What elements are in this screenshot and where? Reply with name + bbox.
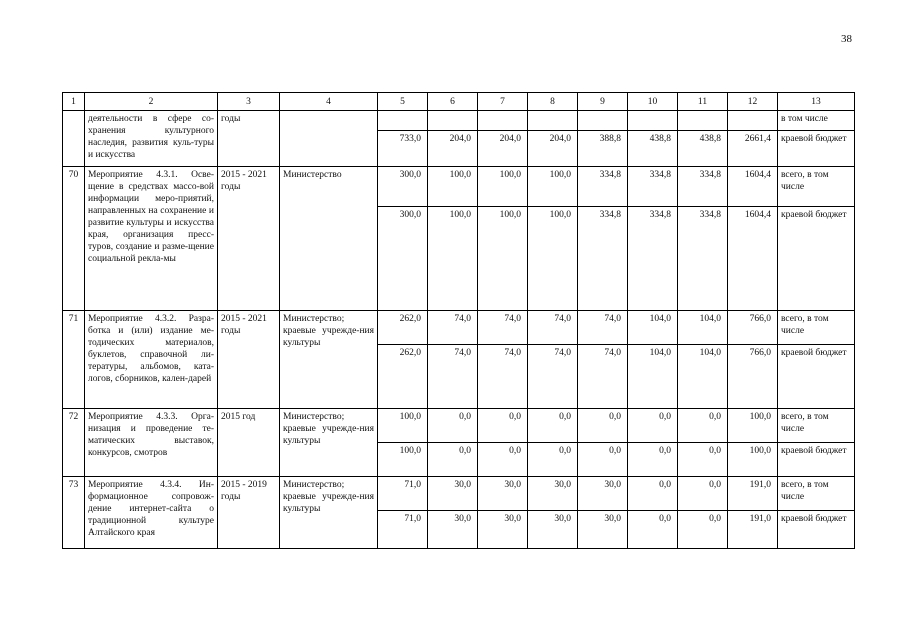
funding-source-label: всего, в том числе bbox=[778, 477, 855, 511]
value-cell: 100,0 bbox=[478, 167, 528, 207]
page-number: 38 bbox=[841, 33, 852, 45]
value-cell: 100,0 bbox=[378, 443, 428, 477]
value-cell: 74,0 bbox=[428, 311, 478, 345]
value-cell: 191,0 bbox=[728, 511, 778, 549]
value-cell: 74,0 bbox=[578, 345, 628, 409]
value-cell: 100,0 bbox=[728, 409, 778, 443]
value-cell: 300,0 bbox=[378, 167, 428, 207]
value-cell: 100,0 bbox=[528, 207, 578, 311]
measure-description: деятельности в сфере со-хранения культурного наследия, развития куль-туры и искусства bbox=[85, 111, 218, 167]
executor-cell: Министерство bbox=[280, 167, 378, 311]
value-cell: 204,0 bbox=[528, 131, 578, 167]
value-cell: 1604,4 bbox=[728, 167, 778, 207]
period-cell: 2015 - 2019 годы bbox=[218, 477, 280, 549]
value-cell: 30,0 bbox=[428, 477, 478, 511]
value-cell: 30,0 bbox=[478, 511, 528, 549]
funding-source-label: в том числе bbox=[778, 111, 855, 131]
value-cell: 0,0 bbox=[678, 477, 728, 511]
value-cell: 1604,4 bbox=[728, 207, 778, 311]
row-number-cell: 71 bbox=[63, 311, 85, 409]
column-header: 4 bbox=[280, 93, 378, 111]
table-row bbox=[63, 409, 855, 443]
table-row bbox=[63, 477, 855, 511]
value-cell bbox=[378, 111, 428, 131]
column-header: 13 bbox=[778, 93, 855, 111]
value-cell: 262,0 bbox=[378, 311, 428, 345]
column-header: 3 bbox=[218, 93, 280, 111]
value-cell: 733,0 bbox=[378, 131, 428, 167]
value-cell: 0,0 bbox=[478, 409, 528, 443]
value-cell: 0,0 bbox=[628, 477, 678, 511]
value-cell: 100,0 bbox=[478, 207, 528, 311]
funding-source-label: всего, в том числе bbox=[778, 167, 855, 207]
column-header: 2 bbox=[85, 93, 218, 111]
measure-description: Мероприятие 4.3.1. Осве-щение в средствах массо-вой информации меро-приятий, направленных на сохранение и развитие культуры и искусства края, организация пресс-туров, создание и разме-щение социальной рекла-мы bbox=[85, 167, 218, 311]
value-cell: 100,0 bbox=[428, 167, 478, 207]
funding-source-label: краевой бюджет bbox=[778, 511, 855, 549]
table-row bbox=[63, 311, 855, 345]
value-cell: 766,0 bbox=[728, 345, 778, 409]
row-number-cell: 70 bbox=[63, 167, 85, 311]
value-cell: 104,0 bbox=[628, 311, 678, 345]
funding-source-label: краевой бюджет bbox=[778, 345, 855, 409]
value-cell: 334,8 bbox=[628, 167, 678, 207]
value-cell: 30,0 bbox=[478, 477, 528, 511]
column-header: 10 bbox=[628, 93, 678, 111]
row-number-cell: 72 bbox=[63, 409, 85, 477]
value-cell: 0,0 bbox=[628, 511, 678, 549]
row-number-cell bbox=[63, 111, 85, 167]
value-cell: 334,8 bbox=[578, 167, 628, 207]
value-cell: 262,0 bbox=[378, 345, 428, 409]
value-cell: 74,0 bbox=[478, 311, 528, 345]
value-cell: 71,0 bbox=[378, 511, 428, 549]
value-cell: 30,0 bbox=[528, 511, 578, 549]
value-cell bbox=[428, 111, 478, 131]
value-cell: 30,0 bbox=[578, 511, 628, 549]
value-cell: 0,0 bbox=[478, 443, 528, 477]
value-cell: 104,0 bbox=[678, 345, 728, 409]
funding-source-label: всего, в том числе bbox=[778, 311, 855, 345]
funding-source-label: краевой бюджет bbox=[778, 131, 855, 167]
measure-description: Мероприятие 4.3.3. Орга-низация и проведение те-матических выставок, конкурсов, смотров bbox=[85, 409, 218, 477]
value-cell: 0,0 bbox=[528, 409, 578, 443]
column-header: 8 bbox=[528, 93, 578, 111]
budget-table bbox=[62, 92, 855, 549]
column-header: 5 bbox=[378, 93, 428, 111]
value-cell: 191,0 bbox=[728, 477, 778, 511]
executor-cell: Министерство; краевые учрежде-ния культуры bbox=[280, 311, 378, 409]
value-cell: 100,0 bbox=[378, 409, 428, 443]
period-cell: 2015 - 2021 годы bbox=[218, 167, 280, 311]
executor-cell: Министерство; краевые учрежде-ния культуры bbox=[280, 409, 378, 477]
measure-description: Мероприятие 4.3.4. Ин-формационное сопровож-дение интернет-сайта о традиционной культуре Алтайского края bbox=[85, 477, 218, 549]
value-cell bbox=[678, 111, 728, 131]
value-cell: 334,8 bbox=[578, 207, 628, 311]
value-cell: 71,0 bbox=[378, 477, 428, 511]
value-cell: 0,0 bbox=[628, 443, 678, 477]
measure-description: Мероприятие 4.3.2. Разра-ботка и (или) издание ме-тодических материалов, буклетов, справочной ли-тературы, альбомов, ката-логов, сборников, кален-дарей bbox=[85, 311, 218, 409]
value-cell: 100,0 bbox=[528, 167, 578, 207]
value-cell: 766,0 bbox=[728, 311, 778, 345]
row-number-cell: 73 bbox=[63, 477, 85, 549]
column-header: 1 bbox=[63, 93, 85, 111]
value-cell: 204,0 bbox=[428, 131, 478, 167]
period-cell: годы bbox=[218, 111, 280, 167]
executor-cell: Министерство; краевые учрежде-ния культуры bbox=[280, 477, 378, 549]
funding-source-label: краевой бюджет bbox=[778, 207, 855, 311]
value-cell bbox=[728, 111, 778, 131]
value-cell: 438,8 bbox=[628, 131, 678, 167]
value-cell: 30,0 bbox=[578, 477, 628, 511]
value-cell: 74,0 bbox=[528, 345, 578, 409]
column-header: 12 bbox=[728, 93, 778, 111]
column-header: 11 bbox=[678, 93, 728, 111]
value-cell: 2661,4 bbox=[728, 131, 778, 167]
value-cell: 388,8 bbox=[578, 131, 628, 167]
value-cell: 104,0 bbox=[628, 345, 678, 409]
value-cell: 74,0 bbox=[578, 311, 628, 345]
value-cell: 30,0 bbox=[428, 511, 478, 549]
value-cell bbox=[528, 111, 578, 131]
value-cell: 334,8 bbox=[678, 207, 728, 311]
value-cell: 74,0 bbox=[428, 345, 478, 409]
value-cell bbox=[478, 111, 528, 131]
value-cell: 100,0 bbox=[728, 443, 778, 477]
table-row bbox=[63, 167, 855, 207]
value-cell: 0,0 bbox=[678, 409, 728, 443]
column-header: 7 bbox=[478, 93, 528, 111]
table-row bbox=[63, 111, 855, 131]
value-cell: 334,8 bbox=[678, 167, 728, 207]
value-cell: 204,0 bbox=[478, 131, 528, 167]
value-cell: 104,0 bbox=[678, 311, 728, 345]
column-header: 6 bbox=[428, 93, 478, 111]
value-cell: 0,0 bbox=[628, 409, 678, 443]
value-cell: 0,0 bbox=[528, 443, 578, 477]
value-cell: 74,0 bbox=[528, 311, 578, 345]
value-cell: 100,0 bbox=[428, 207, 478, 311]
value-cell: 300,0 bbox=[378, 207, 428, 311]
value-cell: 0,0 bbox=[428, 443, 478, 477]
executor-cell bbox=[280, 111, 378, 167]
value-cell bbox=[628, 111, 678, 131]
value-cell: 0,0 bbox=[428, 409, 478, 443]
funding-source-label: всего, в том числе bbox=[778, 409, 855, 443]
value-cell: 0,0 bbox=[578, 443, 628, 477]
column-number-row bbox=[63, 93, 855, 111]
value-cell: 30,0 bbox=[528, 477, 578, 511]
funding-source-label: краевой бюджет bbox=[778, 443, 855, 477]
value-cell: 0,0 bbox=[678, 443, 728, 477]
value-cell: 334,8 bbox=[628, 207, 678, 311]
column-header: 9 bbox=[578, 93, 628, 111]
period-cell: 2015 - 2021 годы bbox=[218, 311, 280, 409]
period-cell: 2015 год bbox=[218, 409, 280, 477]
value-cell: 74,0 bbox=[478, 345, 528, 409]
value-cell: 438,8 bbox=[678, 131, 728, 167]
value-cell: 0,0 bbox=[578, 409, 628, 443]
value-cell: 0,0 bbox=[678, 511, 728, 549]
value-cell bbox=[578, 111, 628, 131]
